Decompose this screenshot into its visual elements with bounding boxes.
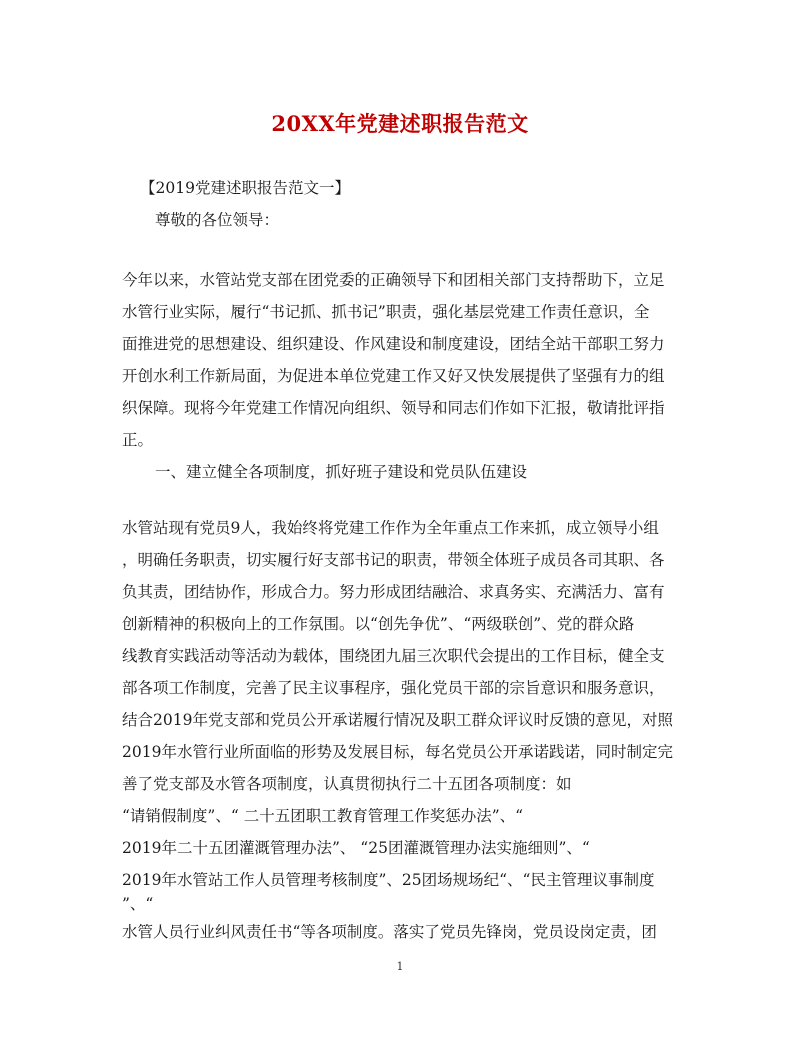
paragraph-line: 2019年水管行业所面临的形势及发展目标，每名党员公开承诺践诺，同时制定完 [122, 743, 673, 761]
paragraph-line: 善了党支部及水管各项制度，认真贯彻执行二十五团各项制度：如 [122, 775, 572, 793]
paragraph-line: 水管站现有党员9人，我始终将党建工作作为全年重点工作来抓，成立领导小组 [122, 519, 659, 537]
section-heading: 一、建立健全各项制度，抓好班子建设和党员队伍建设 [155, 463, 528, 481]
salutation: 尊敬的各位领导： [155, 211, 280, 229]
paragraph-line: 织保障。现将今年党建工作情况向组织、领导和同志们作如下汇报，敬请批评指 [122, 399, 665, 417]
paragraph-line: ，明确任务职责，切实履行好支部书记的职责，带领全体班子成员各司其职、各 [122, 551, 665, 569]
paragraph-line: 结合2019年党支部和党员公开承诺履行情况及职工群众评议时反馈的意见，对照 [122, 711, 673, 729]
paragraph-line: 面推进党的思想建设、组织建设、作风建设和制度建设，团结全站干部职工努力 [122, 335, 665, 353]
paragraph-line: 线教育实践活动等活动为载体，围绕团九届三次职代会提出的工作目标，健全支 [122, 647, 665, 665]
paragraph-line: 部各项工作制度，完善了民主议事程序，强化党员干部的宗旨意识和服务意识， [122, 679, 665, 697]
paragraph-line: ”、“ [122, 895, 154, 913]
paragraph-line: 正。 [122, 431, 154, 449]
paragraph-line: 2019年水管站工作人员管理考核制度”、25团场规场纪“、“民主管理议事制度 [122, 871, 655, 889]
paragraph-line: 2019年二十五团灌溉管理办法”、 “25团灌溉管理办法实施细则”、“ [122, 839, 590, 857]
paragraph-line: 负其责，团结协作，形成合力。努力形成团结融洽、求真务实、充满活力、富有 [122, 583, 665, 601]
page-number: 1 [396, 960, 404, 973]
paragraph-line: 开创水利工作新局面，为促进本单位党建工作又好又快发展提供了坚强有力的组 [122, 367, 665, 385]
paragraph-line: 今年以来，水管站党支部在团党委的正确领导下和团相关部门支持帮助下，立足 [122, 271, 665, 289]
paragraph-line: 水管行业实际，履行“书记抓、抓书记”职责，强化基层党建工作责任意识，全 [122, 303, 650, 321]
paragraph-line: 水管人员行业纠风责任书“等各项制度。落实了党员先锋岗，党员设岗定责，团 [122, 923, 657, 941]
document-title: 20XX年党建述职报告范文 [271, 111, 529, 136]
paragraph-line: “请销假制度”、“ 二十五团职工教育管理工作奖惩办法”、“ [122, 807, 524, 825]
subheading: 【2019党建述职报告范文一】 [140, 179, 350, 197]
paragraph-line: 创新精神的积极向上的工作氛围。以“创先争优”、“两级联创”、党的群众路 [122, 615, 635, 633]
